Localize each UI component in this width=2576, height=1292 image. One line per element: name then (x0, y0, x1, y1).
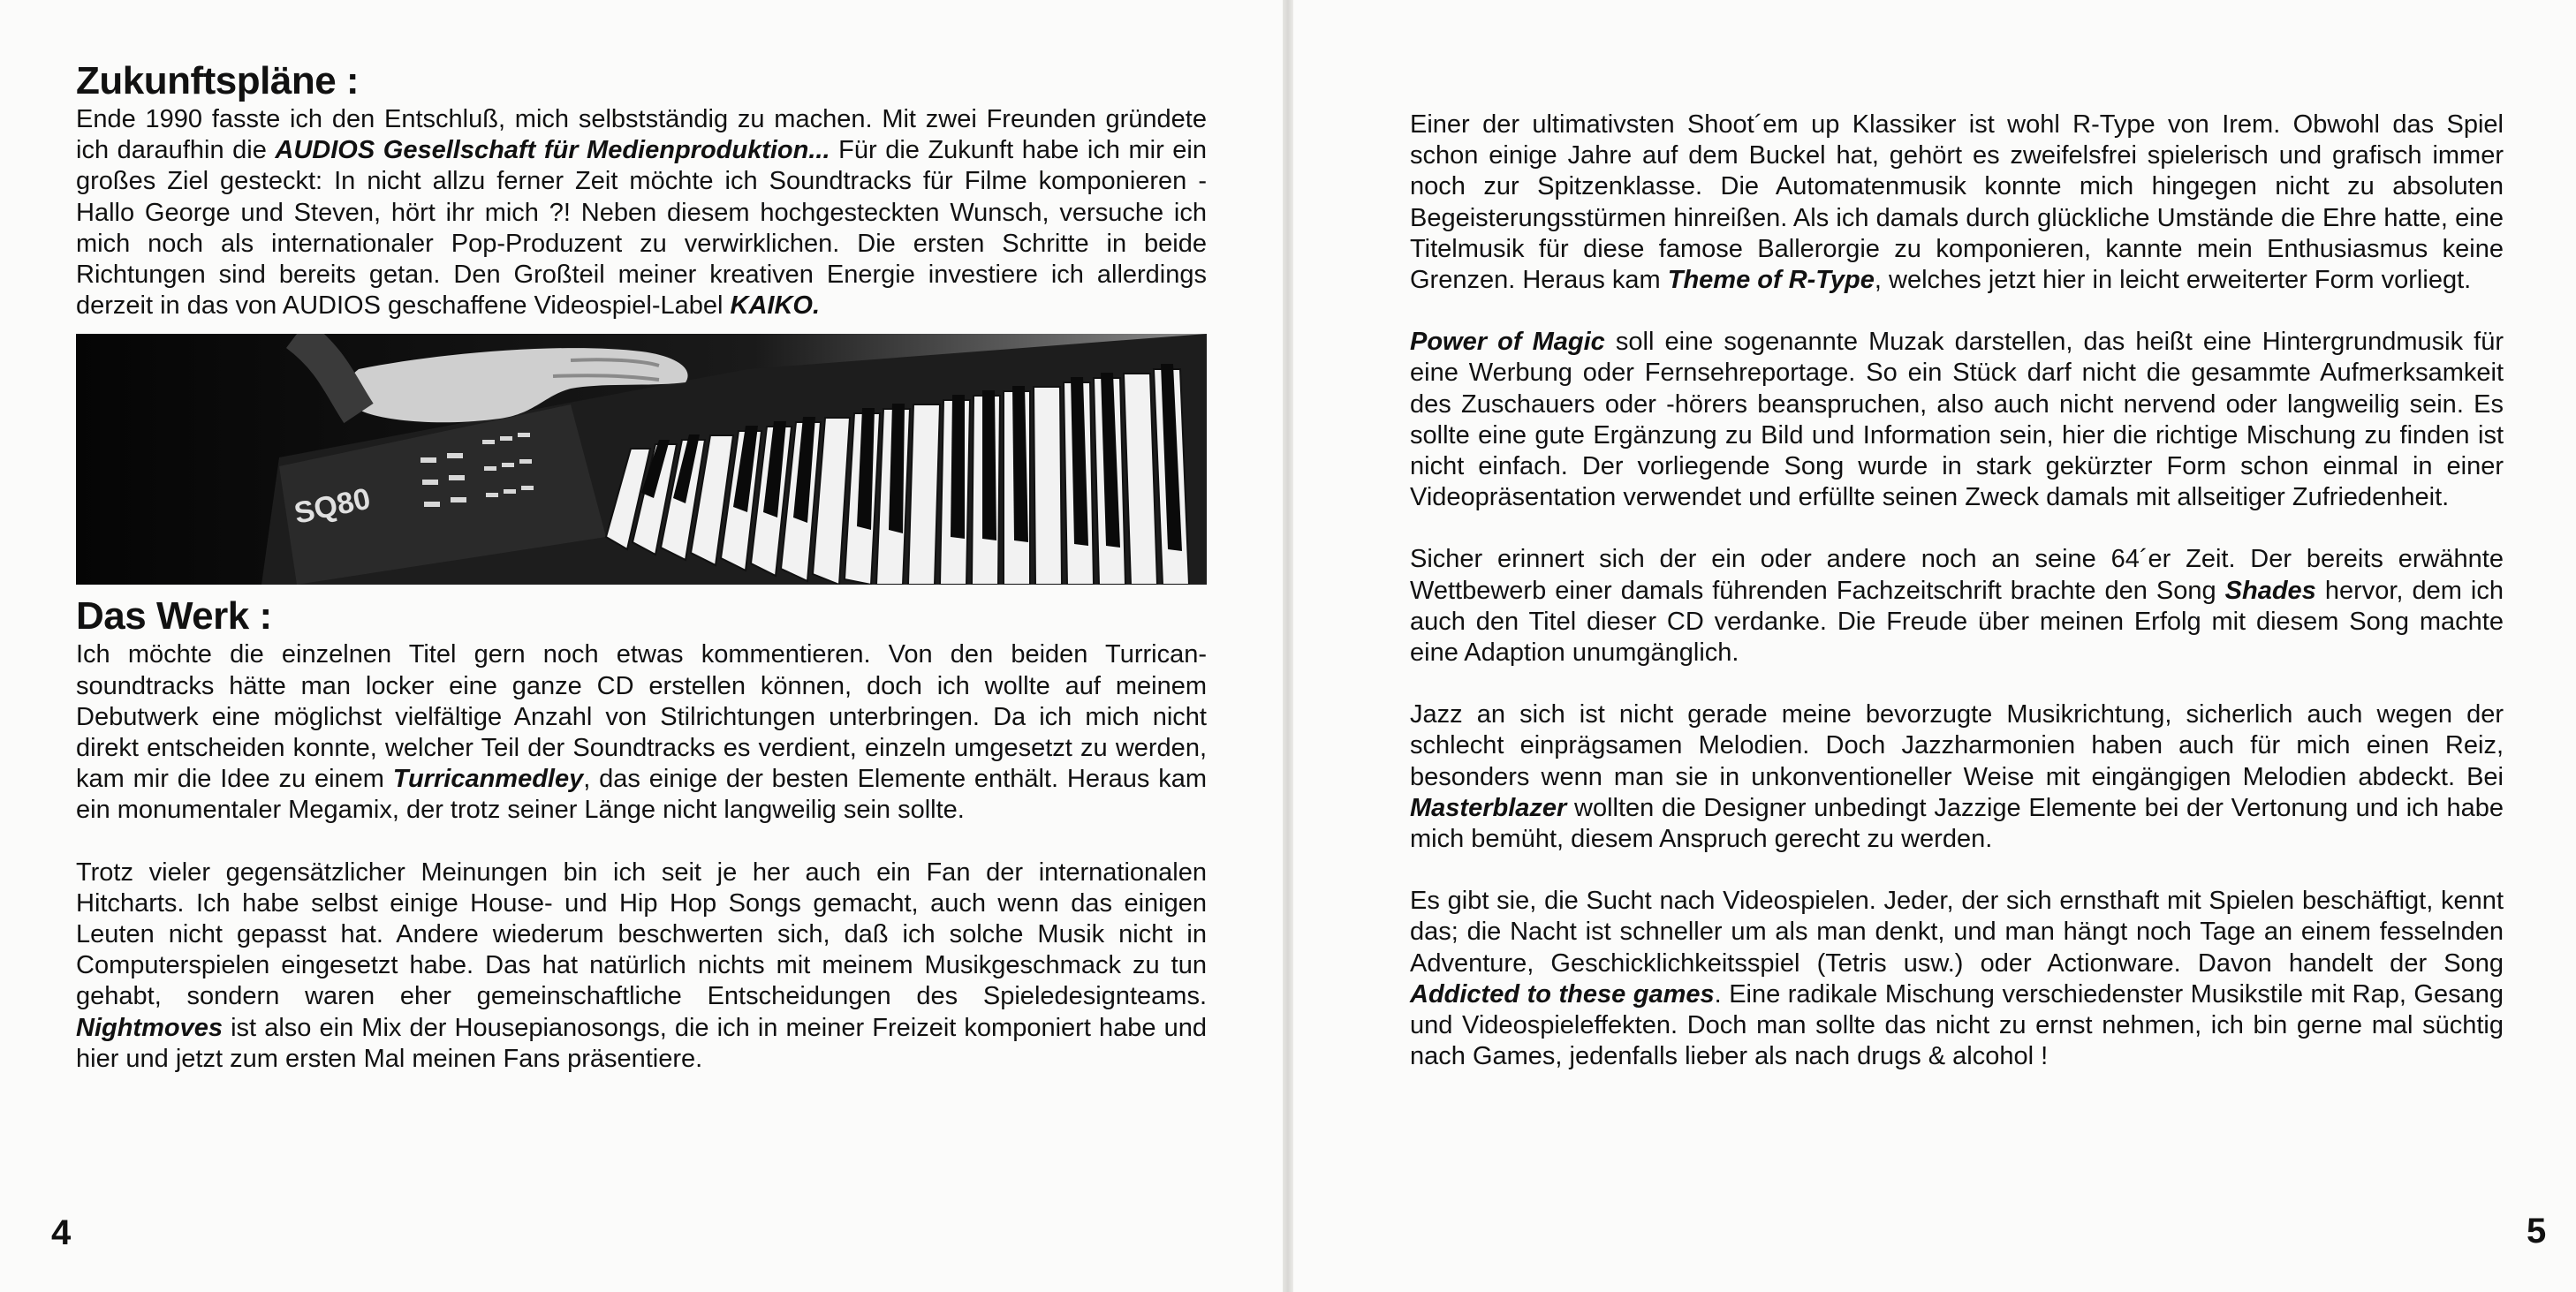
text-run: ist also ein Mix der Housepianosongs, die ich in meiner Freizeit komponiert habe und hier und jetzt zum ersten Mal meinen Fans präsentiere. (76, 1013, 1207, 1073)
text-run: Ich möchte die einzelnen Titel gern noch etwas kommentieren. Von den beiden Turrican-soundtracks hätte man locker eine ganze CD erstellen können, doch ich wollte auf meinem Debutwerk eine möglichst vielfältige Anzahl von Stilrichtungen unterbringen. Da ich mich nicht direkt entscheiden konnte, welcher Teil der Soundtracks es verdient, einzeln umgesetzt zu werden, kam mir die Idee zu einem (76, 640, 1207, 794)
text-run: Ende 1990 fasste ich den Entschluß, mich selbstständig zu machen. Mit zwei Freunden gründete ich daraufhin die (76, 105, 1207, 165)
page-number-left: 4 (51, 1213, 72, 1252)
text-run: hervor, dem ich auch den Titel dieser CD verdanke. Die Freude über meinen Erfolg mit diesem Song machte eine Adaption unumgänglich. (1410, 576, 2504, 668)
right-column (1410, 110, 2504, 1103)
page-number-right: 5 (2527, 1212, 2547, 1250)
text-run: soll eine sogenannte Muzak darstellen, das heißt eine Hintergrundmusik für eine Werbung oder Fernsehreportage. So ein Stück darf nicht die gesammte Aufmerksamkeit des Zuschauers oder -hörers beanspruchen, also auch nicht nervend oder langweilig sein. Es sollte eine gute Ergänzung zu Bild und Information sein, hier die richtige Mischung zu finden ist nicht einfach. Der vorliegende Song wurde in stark gekürzter Form schon einmal in einer Videopräsentation verwendet und erfüllte seinen Zweck damals mit allseitiger Zufriedenheit. (1410, 328, 2504, 512)
text-run: Einer der ultimativsten Shoot´em up Klassiker ist wohl R-Type von Irem. Obwohl das Spiel schon einige Jahre auf dem Buckel hat, gehört es zweifelsfrei spielerisch und grafisch immer noch zur Spitzenklasse. Die Automatenmusik konnte mich hingegen nicht zu absoluten Begeisterungsstürmen hinreißen. Als ich damals durch glückliche Umstände die Ehre hatte, eine Titelmusik für diese famose Ballerorgie zu komponieren, kannte mein Enthusiasmus keine Grenzen. Heraus kam (1410, 110, 2504, 295)
text-run: . Eine radikale Mischung verschiedenster Musikstile mit Rap, Gesang und Videospieleffekten. Doch man sollte das nicht zu ernst nehmen, ich bin gerne mal süchtig nach Games, jedenfalls lieber als nach drugs & alcohol ! (1410, 979, 2504, 1071)
paragraph-masterblazer (1410, 699, 2504, 855)
emphasized-title: Turricanmedley (392, 765, 584, 794)
booklet-spine (1283, 0, 1293, 1292)
keyboard-model-label: SQ80 (291, 481, 374, 532)
paragraph-addicted (1410, 886, 2504, 1072)
left-page (0, 0, 1283, 1292)
paragraph-das-werk-2 (76, 858, 1207, 1075)
emphasized-title: Shades (2224, 576, 2316, 605)
text-run: wollten die Designer unbedingt Jazzige Elemente bei der Vertonung und ich habe mich bemüht, diesem Anspruch gerecht zu werden. (1410, 793, 2504, 854)
heading-zukunftsplaene: Zukunftspläne : (76, 59, 360, 102)
emphasized-title: Nightmoves (76, 1013, 223, 1042)
text-run: , das einige der besten Elemente enthält. Heraus kam ein monumentaler Megamix, der trotz seiner Länge nicht langweilig sein sollte. (76, 765, 1207, 825)
emphasized-title: AUDIOS Gesellschaft für Medienproduktion... (275, 136, 830, 165)
text-run: Für die Zukunft habe ich mir ein großes Ziel gesteckt: In nicht allzu ferner Zeit möchte ich Soundtracks für Filme komponieren - Hallo George und Steven, hört ihr mich ?! Neben diesem hochgesteckten Wunsch, versuche ich mich noch als internationaler Pop-Produzent zu verwirklichen. Die ersten Schritte in beide Richtungen sind bereits getan. Den Großteil meiner kreativen Energie investiere ich allerdings derzeit in das von AUDIOS geschaffene Videospiel-Label (76, 136, 1208, 321)
text-run: Jazz an sich ist nicht gerade meine bevorzugte Musikrichtung, sicherlich auch wegen der schlecht einprägsamen Melodien. Doch Jazzharmonien haben auch für mich einen Reiz, besonders wenn man sie in unkonventioneller Weise mit eingängigen Melodien abdeckt. Bei (1410, 700, 2504, 791)
heading-das-werk: Das Werk : (76, 594, 272, 638)
text-run: Sicher erinnert sich der ein oder andere noch an seine 64´er Zeit. Der bereits erwähnte Wettbewerb einer damals führenden Fachzeitschrift brachte den Song (1410, 545, 2504, 605)
text-run: , welches jetzt hier in leicht erweiterter Form vorliegt. (1874, 266, 2472, 295)
emphasized-title: Theme of R-Type (1667, 266, 1875, 295)
text-run: Es gibt sie, die Sucht nach Videospielen. Jeder, der sich ernsthaft mit Spielen beschäftigt, kennt das; die Nacht ist schneller um als man denkt, und man hängt noch Tage an einem fesselnden Adventure, Geschicklichkeitsspiel (Tetris usw.) oder Actionware. Davon handelt der Song (1410, 887, 2504, 978)
paragraph-shades (1410, 544, 2504, 669)
emphasized-title: Masterblazer (1410, 793, 1567, 822)
left-column (76, 58, 1207, 1075)
emphasized-title: KAIKO. (730, 291, 821, 321)
emphasized-title: Power of Magic (1410, 328, 1605, 357)
emphasized-title: Addicted to these games (1410, 979, 1715, 1009)
text-run: Trotz vieler gegensätzlicher Meinungen bin ich seit je her auch ein Fan der internationalen Hitcharts. Ich habe selbst einige House- und Hip Hop Songs gemacht, auch wenn das einigen Leuten nicht gepasst hat. Andere wiederum beschwerten sich, daß ich solche Musik nicht in Computerspielen eingesetzt habe. Das hat natürlich nichts mit meinem Musikgeschmack zu tun gehabt, sondern waren eher gemeinschaftliche Entscheidungen des Spieledesignteams. (76, 858, 1207, 1011)
paragraph-power-of-magic (1410, 327, 2504, 513)
keyboard-photo (76, 334, 1207, 585)
paragraph-zukunftsplaene (76, 104, 1207, 321)
paragraph-das-werk-1 (76, 639, 1207, 826)
paragraph-r-type (1410, 110, 2504, 296)
